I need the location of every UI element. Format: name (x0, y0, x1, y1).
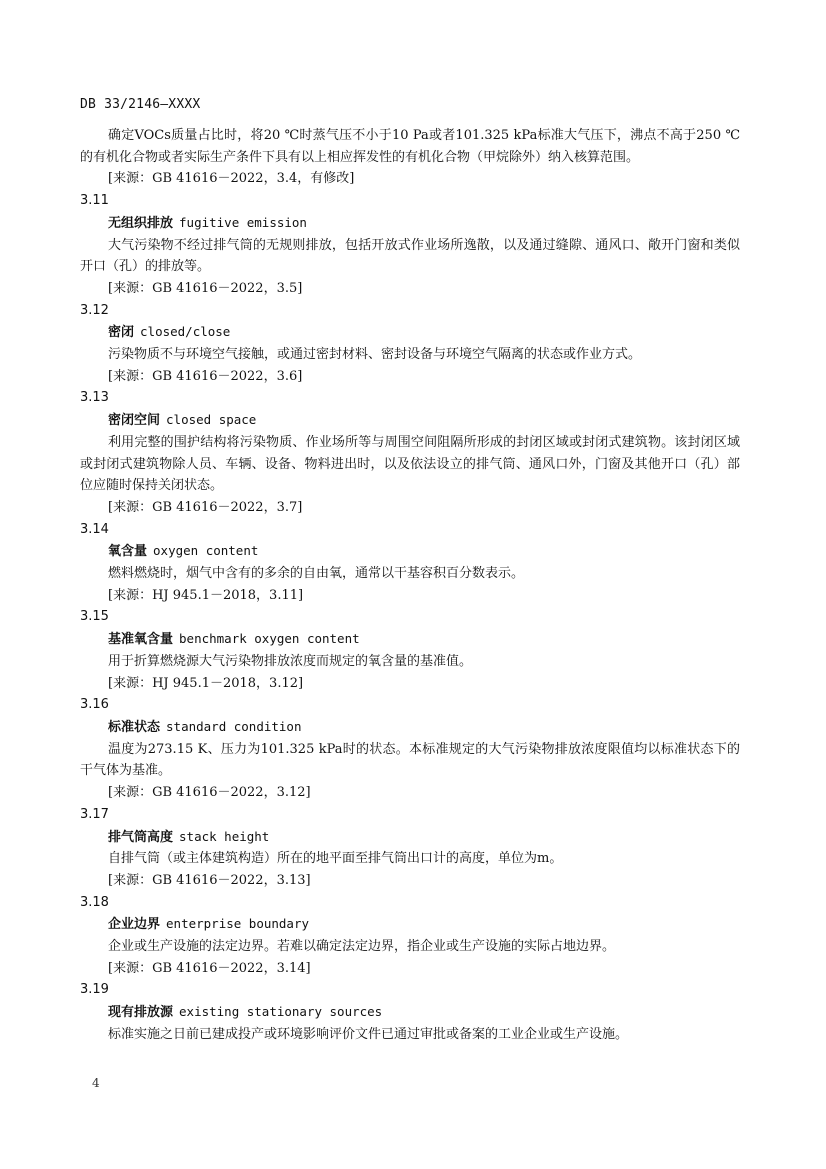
term-heading (80, 826, 740, 849)
clause-number: 3.16 (80, 697, 109, 713)
term-heading (80, 212, 740, 235)
term-heading (80, 913, 740, 936)
term-chinese: 密闭空间 (108, 413, 161, 429)
term-heading (80, 321, 740, 344)
term-english: benchmark oxygen content (179, 631, 360, 647)
term-definition: 标准实施之日前已建成投产或环境影响评价文件已通过审批或备案的工业企业或生产设施。 (108, 1026, 629, 1042)
term-entries (80, 190, 740, 1045)
term-definition: 温度为273.15 K、压力为101.325 kPa时的状态。本标准规定的大气污染物排放浓度限值均以标准状态下的干气体为基准。 (80, 741, 740, 779)
clause-number: 3.13 (80, 390, 109, 406)
term-definition: 企业或生产设施的法定边界。若难以确定法定边界，指企业或生产设施的实际占地边界。 (108, 939, 616, 955)
term-source: [来源：GB 41616－2022，3.13] (108, 872, 311, 888)
document-id-header: DB 33/2146—XXXX (80, 97, 201, 112)
term-english: standard condition (166, 718, 302, 734)
term-english: closed space (166, 412, 257, 428)
intro-paragraph: 确定VOCs质量占比时，将20 ℃时蒸气压不小于10 Pa或者101.325 kPa标准大气压下，沸点不高于250 ℃的有机化合物或者实际生产条件下具有以上相应挥发性的有机化合物（甲烷除外）纳入核算范围。 (80, 128, 740, 165)
term-chinese: 企业边界 (108, 917, 161, 933)
clause-number: 3.14 (80, 521, 109, 537)
term-chinese: 密闭 (108, 325, 135, 341)
term-english: fugitive emission (179, 214, 307, 230)
clause-number: 3.17 (80, 806, 109, 822)
clause-number: 3.15 (80, 609, 109, 625)
term-heading (80, 409, 740, 432)
term-source: [来源：GB 41616－2022，3.14] (108, 960, 311, 976)
term-heading (80, 1001, 740, 1024)
term-heading (80, 540, 740, 563)
term-chinese: 标准状态 (108, 719, 161, 735)
term-definition: 用于折算燃烧源大气污染物排放浓度而规定的氧含量的基准值。 (108, 653, 473, 669)
term-english: closed/close (140, 324, 231, 340)
term-definition: 污染物质不与环境空气接触，或通过密封材料、密封设备与环境空气隔离的状态或作业方式。 (108, 347, 642, 363)
term-source: [来源：GB 41616－2022，3.6] (108, 368, 303, 384)
clause-number: 3.11 (80, 193, 109, 209)
document-body (80, 125, 740, 1046)
term-source: [来源：HJ 945.1－2018，3.11] (108, 587, 304, 603)
term-source: [来源：GB 41616－2022，3.5] (108, 280, 303, 296)
term-definition: 大气污染物不经过排气筒的无规则排放，包括开放式作业场所逸散，以及通过缝隙、通风口、敞开门窗和类似开口（孔）的排放等。 (80, 237, 740, 275)
term-chinese: 基准氧含量 (108, 632, 174, 648)
term-heading (80, 716, 740, 739)
page-number: 4 (92, 1076, 100, 1090)
clause-number: 3.18 (80, 894, 109, 910)
term-english: existing stationary sources (179, 1004, 383, 1020)
term-chinese: 现有排放源 (108, 1005, 174, 1021)
term-heading (80, 628, 740, 651)
term-source: [来源：HJ 945.1－2018，3.12] (108, 675, 304, 691)
term-chinese: 排气筒高度 (108, 829, 174, 845)
clause-number: 3.12 (80, 302, 109, 318)
clause-number: 3.19 (80, 982, 109, 998)
intro-source: [来源：GB 41616－2022，3.4，有修改] (108, 171, 355, 187)
term-definition: 自排气筒（或主体建筑构造）所在的地平面至排气筒出口计的高度，单位为m。 (108, 851, 563, 867)
term-english: enterprise boundary (166, 916, 310, 932)
term-english: oxygen content (153, 543, 259, 559)
term-chinese: 氧含量 (108, 544, 148, 560)
term-definition: 利用完整的围护结构将污染物质、作业场所等与周围空间阻隔所形成的封闭区域或封闭式建筑物。该封闭区域或封闭式建筑物除人员、车辆、设备、物料进出时，以及依法设立的排气筒、通风口外，门窗及其他开口（孔）部位应随时保持关闭状态。 (80, 434, 740, 494)
term-definition: 燃料燃烧时，烟气中含有的多余的自由氧，通常以干基容积百分数表示。 (108, 566, 525, 582)
term-english: stack height (179, 828, 270, 844)
term-source: [来源：GB 41616－2022，3.7] (108, 499, 303, 515)
term-source: [来源：GB 41616－2022，3.12] (108, 785, 311, 801)
term-chinese: 无组织排放 (108, 215, 174, 231)
